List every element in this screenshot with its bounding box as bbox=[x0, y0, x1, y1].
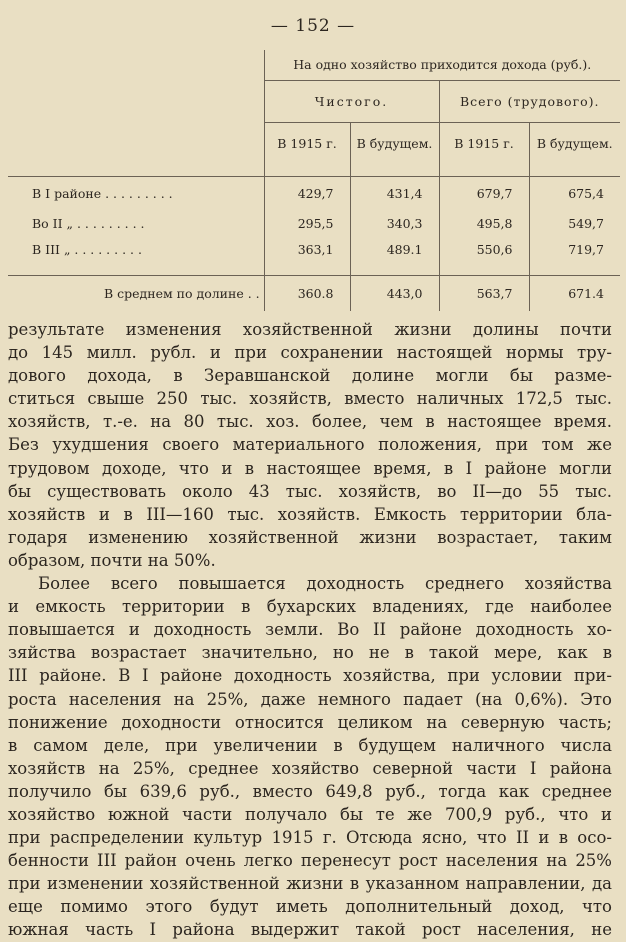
cell: 363,1 bbox=[264, 237, 350, 263]
cell: 675,4 bbox=[529, 177, 620, 211]
text-line: Более всего повышается доходность среднего хозяйства bbox=[38, 574, 612, 594]
row-label: Во II „ . . . . . . . . . bbox=[32, 216, 145, 231]
table-header-main: На одно хозяйство приходится дохода (руб.). bbox=[264, 50, 620, 80]
text-line: понижение доходности относится целиком на северную часть; bbox=[8, 712, 612, 732]
text-line: зяйства возрастает значительно, но не в такой мере, как в bbox=[8, 643, 612, 663]
body-text bbox=[8, 318, 612, 942]
cell: 429,7 bbox=[264, 177, 350, 211]
text-line: III районе. В I районе доходность хозяйства, при условии при- bbox=[8, 666, 612, 686]
text-line: Без ухудшения своего материального положения, при том же bbox=[8, 435, 612, 455]
col-net-1915: В 1915 г. bbox=[264, 122, 350, 164]
group-total-income: Всего (трудового). bbox=[439, 80, 620, 122]
page-number: — 152 — bbox=[270, 16, 356, 36]
cell: 671.4 bbox=[529, 275, 620, 311]
text-line: образом, почти на 50%. bbox=[8, 550, 216, 570]
text-line: хозяйств и в III—160 тыс. хозяйств. Емкость территории бла- bbox=[8, 504, 612, 524]
col-total-1915: В 1915 г. bbox=[439, 122, 529, 164]
text-line: повышается и доходность земли. Во II районе доходность хо- bbox=[8, 620, 612, 640]
header-corner bbox=[8, 50, 264, 80]
text-line: при распределении культур 1915 г. Отсюда ясно, что II и в осо- bbox=[8, 828, 612, 848]
text-line: и емкость территории в бухарских владениях, где наиболее bbox=[8, 597, 612, 617]
cell: 431,4 bbox=[350, 177, 439, 211]
paragraph bbox=[8, 318, 612, 572]
text-line: хозяйств на 25%, среднее хозяйство северной части I района bbox=[8, 758, 612, 778]
text-line: трудовом доходе, что и в настоящее время, в I районе могли bbox=[8, 458, 612, 478]
cell: 495,8 bbox=[439, 211, 529, 237]
cell: 719,7 bbox=[529, 237, 620, 263]
paragraph bbox=[8, 572, 612, 942]
cell: 550,6 bbox=[439, 237, 529, 263]
income-table bbox=[8, 50, 620, 311]
cell: 549,7 bbox=[529, 211, 620, 237]
header-corner-low bbox=[8, 122, 264, 164]
text-line: южная часть I района выдержит такой рост населения, не bbox=[8, 920, 612, 940]
table-row bbox=[8, 237, 620, 263]
table-row bbox=[8, 177, 620, 211]
cell: 295,5 bbox=[264, 211, 350, 237]
cell: 489.1 bbox=[350, 237, 439, 263]
col-net-future: В будущем. bbox=[350, 122, 439, 164]
text-line: роста населения на 25%, даже немного падает (на 0,6%). Это bbox=[8, 689, 612, 709]
table-row-average bbox=[8, 275, 620, 311]
text-line: бенности III район очень легко перенесут рост населения на 25% bbox=[8, 851, 612, 871]
avg-label: В среднем по долине . . bbox=[104, 285, 260, 301]
cell: 340,3 bbox=[350, 211, 439, 237]
text-line: хозяйство южной части получало бы те же 700,9 руб., что и bbox=[8, 804, 612, 824]
table-row bbox=[8, 211, 620, 237]
text-line: хозяйств, т.-е. на 80 тыс. хоз. более, чем в настоящее время. bbox=[8, 412, 612, 432]
text-line: получило бы 639,6 руб., вместо 649,8 руб., тогда как среднее bbox=[8, 781, 612, 801]
row-label: В III „ . . . . . . . . . bbox=[32, 242, 142, 257]
col-total-future: В будущем. bbox=[529, 122, 620, 164]
text-line: при изменении хозяйственной жизни в указанном направлении, да bbox=[8, 874, 612, 894]
group-net-income: Чистого. bbox=[264, 80, 439, 122]
text-line: результате изменения хозяйственной жизни долины почти bbox=[8, 320, 612, 339]
row-label: В I районе . . . . . . . . . bbox=[32, 186, 173, 202]
text-line: в самом деле, при увеличении в будущем наличного числа bbox=[8, 735, 612, 755]
text-line: дового дохода, в Зеравшанской долине могли бы разме- bbox=[8, 366, 612, 386]
header-corner-mid bbox=[8, 80, 264, 122]
text-line: еще помимо этого будут иметь дополнительный доход, что bbox=[8, 897, 612, 917]
text-line: ститься свыше 250 тыс. хозяйств, вместо наличных 172,5 тыс. bbox=[8, 389, 612, 409]
text-line: годаря изменению хозяйственной жизни возрастает, таким bbox=[8, 527, 612, 547]
text-line: до 145 милл. рубл. и при сохранении настоящей нормы тру- bbox=[8, 343, 612, 363]
cell: 563,7 bbox=[439, 275, 529, 311]
cell: 360.8 bbox=[264, 275, 350, 311]
cell: 443,0 bbox=[350, 275, 439, 311]
cell: 679,7 bbox=[439, 177, 529, 211]
text-line: бы существовать около 43 тыс. хозяйств, во II—до 55 тыс. bbox=[8, 481, 612, 501]
